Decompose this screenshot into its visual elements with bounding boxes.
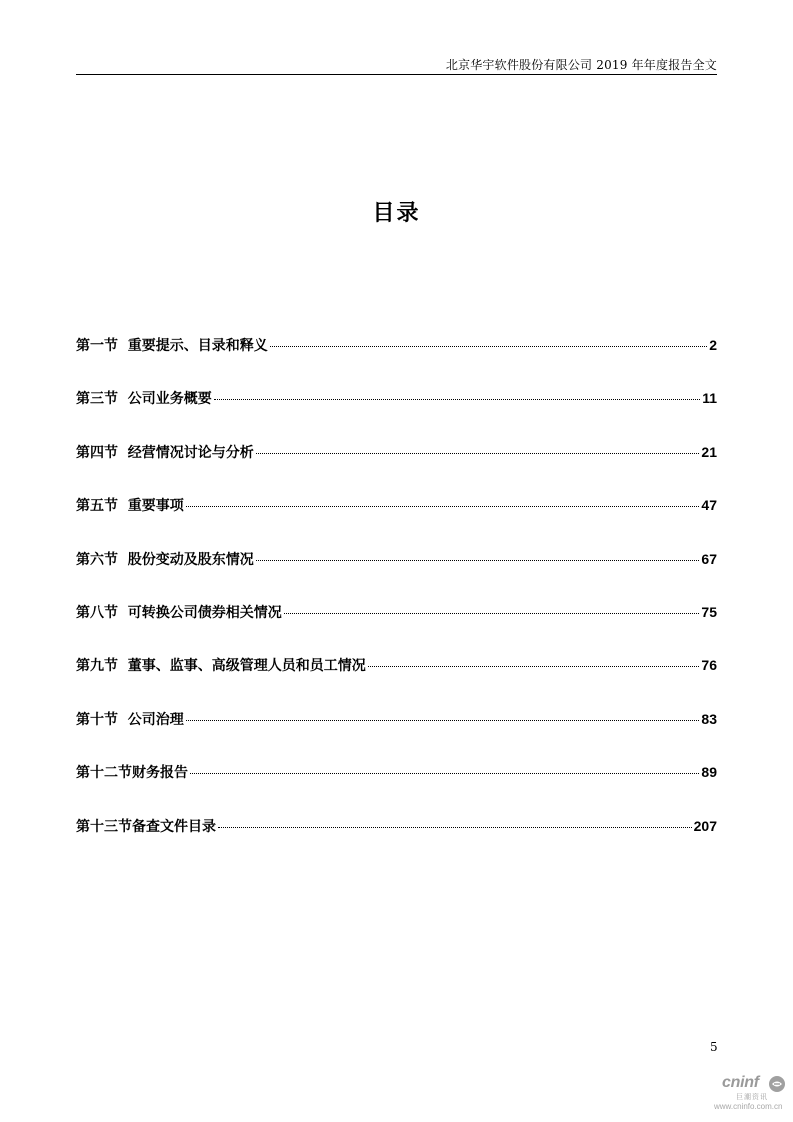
toc-entry-page: 47 [701,497,717,514]
toc-entry-title: 第十三节备查文件目录 [76,818,216,835]
toc-dot-leader [368,666,700,667]
watermark-subtitle: 巨潮资讯 [736,1093,768,1101]
watermark-url: www.cninfo.com.cn [714,1102,783,1111]
toc-entry-title: 第十节 公司治理 [76,711,184,728]
toc-entry[interactable] [76,548,717,601]
toc-entry-title: 第八节 可转换公司债券相关情况 [76,604,282,621]
toc-entry[interactable] [76,334,717,387]
toc-entry[interactable] [76,761,717,814]
toc-dot-leader [284,613,700,614]
toc-dot-leader [214,399,700,400]
toc-dot-leader [270,346,707,347]
toc-entry-title: 第一节 重要提示、目录和释义 [76,338,268,354]
toc-entry-title: 第三节 公司业务概要 [76,391,212,408]
table-of-contents [76,334,717,868]
toc-dot-leader [186,506,700,507]
toc-entry[interactable] [76,815,717,868]
toc-entry-title: 第十二节财务报告 [76,765,188,782]
toc-entry-page: 89 [701,764,717,781]
toc-entry-page: 76 [701,657,717,674]
toc-dot-leader [218,827,692,828]
toc-entry-page: 11 [702,390,717,407]
toc-entry[interactable] [76,654,717,707]
toc-entry-page: 2 [709,337,717,353]
toc-dot-leader [256,560,700,561]
toc-entry[interactable] [76,387,717,440]
toc-dot-leader [190,773,699,774]
page-number: 5 [710,1040,718,1054]
cninfo-watermark [710,1074,790,1114]
toc-entry[interactable] [76,441,717,494]
header-text: 北京华宇软件股份有限公司 2019 年年度报告全文 [445,58,717,72]
toc-entry[interactable] [76,494,717,547]
toc-dot-leader [256,453,700,454]
watermark-brand: cninf [722,1074,759,1091]
toc-dot-leader [186,720,700,721]
toc-entry-page: 21 [701,443,717,460]
toc-entry-page: 83 [701,710,717,727]
toc-entry-title: 第四节 经营情况讨论与分析 [76,444,254,461]
toc-entry[interactable] [76,708,717,761]
page-header [76,54,717,75]
document-title: 目录 [372,201,421,226]
toc-entry-page: 75 [701,603,717,620]
toc-entry-page: 67 [701,550,717,567]
cninfo-logo-icon [768,1075,786,1093]
toc-entry-page: 207 [693,817,717,834]
toc-entry-title: 第九节 董事、监事、高级管理人员和员工情况 [76,658,366,675]
toc-entry-title: 第五节 重要事项 [76,498,184,515]
toc-entry[interactable] [76,601,717,654]
toc-entry-title: 第六节 股份变动及股东情况 [76,551,254,568]
